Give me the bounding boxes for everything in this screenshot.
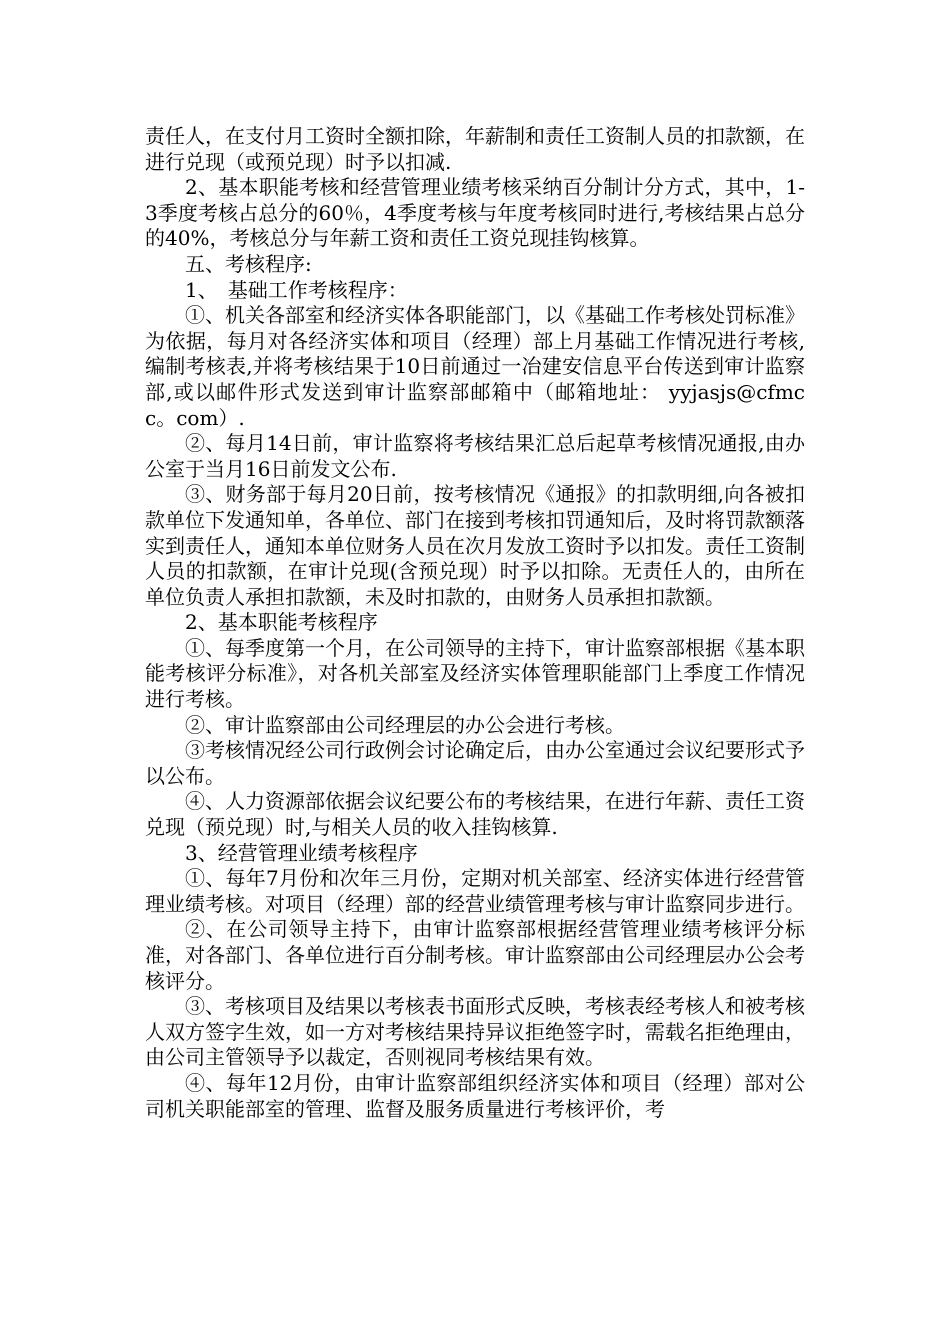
paragraph-basic-work-1: ①、机关各部室和经济实体各职能部门，以《基础工作考核处罚标准》为依据，每月对各经济实体和项目（经理）部上月基础工作情况进行考核,编制考核表,并将考核结果于10日前通过一冶建安信息平台传送到审计监察部,或以邮件形式发送到审计监察部邮箱中（邮箱地址： yyjasjs@cfmcc。com）.	[145, 303, 805, 430]
paragraph-basic-function-1: ①、每季度第一个月，在公司领导的主持下，审计监察部根据《基本职能考核评分标准》，对各机关部室及经济实体管理职能部门上季度工作情况进行考核。	[145, 635, 805, 712]
document-body	[145, 124, 805, 1122]
paragraph-performance-1: ①、每年7月份和次年三月份，定期对机关部室、经济实体进行经营管理业绩考核。对项目（经理）部的经营业绩管理考核与审计监察同步进行。	[145, 866, 805, 916]
paragraph-continuation: 责任人，在支付月工资时全额扣除，年薪制和责任工资制人员的扣款额，在进行兑现（或预兑现）时予以扣减.	[145, 124, 805, 174]
paragraph-performance-2: ②、在公司领导主持下，由审计监察部根据经营管理业绩考核评分标准，对各部门、各单位进行百分制考核。审计监察部由公司经理层办公会考核评分。	[145, 917, 805, 993]
section-heading-procedure: 五、考核程序:	[185, 251, 312, 276]
subheading-basic-work: 1、 基础工作考核程序：	[185, 277, 408, 302]
paragraph-performance-4: ④、每年12月份，由审计监察部组织经济实体和项目（经理）部对公司机关职能部室的管理、监督及服务质量进行考核评价，考	[145, 1070, 805, 1121]
paragraph-performance-3: ③、考核项目及结果以考核表书面形式反映，考核表经考核人和被考核人双方签字生效，如一方对考核结果持异议拒绝签字时，需载名拒绝理由，由公司主管领导予以裁定，否则视同考核结果有效。	[145, 994, 805, 1070]
paragraph-basic-function-3: ③考核情况经公司行政例会讨论确定后，由办公室通过会议纪要形式予以公布。	[145, 738, 805, 788]
paragraph-basic-work-2: ②、每月14日前，审计监察将考核结果汇总后起草考核情况通报,由办公室于当月16日前发文公布.	[145, 431, 805, 481]
paragraph-basic-function-2: ②、审计监察部由公司经理层的办公会进行考核。	[185, 712, 625, 737]
paragraph-scoring-method: 2、基本职能考核和经营管理业绩考核采纳百分制计分方式，其中，1-3季度考核占总分的60％，4季度考核与年度考核同时进行,考核结果占总分的40%，考核总分与年薪工资和责任工资兑现挂钩核算。	[145, 175, 805, 251]
subheading-basic-function: 2、基本职能考核程序	[185, 610, 378, 635]
paragraph-basic-function-4: ④、人力资源部依据会议纪要公布的考核结果，在进行年薪、责任工资兑现（预兑现）时,与相关人员的收入挂钩核算.	[145, 789, 805, 840]
subheading-performance: 3、经营管理业绩考核程序	[185, 840, 418, 865]
paragraph-basic-work-3: ③、财务部于每月20日前，按考核情况《通报》的扣款明细,向各被扣款单位下发通知单，各单位、部门在接到考核扣罚通知后，及时将罚款额落实到责任人，通知本单位财务人员在次月发放工资时予以扣发。责任工资制人员的扣款额，在审计兑现(含预兑现）时予以扣除。无责任人的，由所在单位负责人承担扣款额，未及时扣款的，由财务人员承担扣款额。	[145, 482, 805, 609]
